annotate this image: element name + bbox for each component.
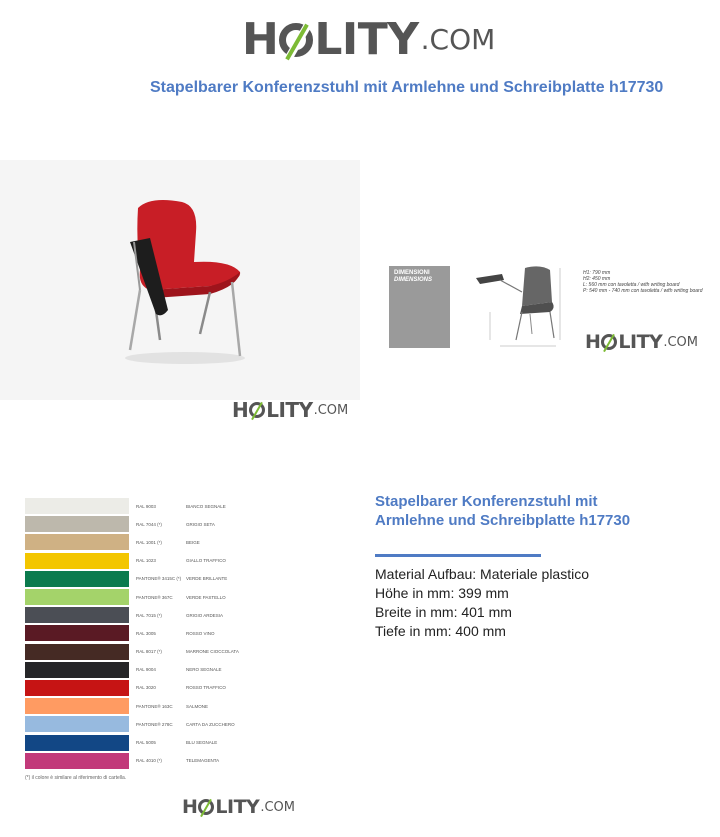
swatch-footnote: (*) il colore è similare al riferimento di cartella. (25, 775, 127, 781)
dimension-note: H1: 790 mm (583, 270, 611, 276)
color-swatch (25, 498, 129, 514)
color-swatch (25, 716, 129, 732)
color-swatch (25, 644, 129, 660)
dimension-note: P: 540 mm - 740 mm con tavoletta / with writing board (583, 288, 703, 294)
logo-o-icon (601, 334, 617, 350)
color-code: RAL 9003 (136, 503, 156, 509)
logo-letters: LITY (314, 14, 419, 65)
color-swatch-row[interactable] (25, 588, 239, 606)
color-swatch-row[interactable] (25, 552, 239, 570)
color-name: SALMONE (186, 703, 209, 709)
logo-letters: LITY (215, 796, 260, 818)
color-swatch (25, 698, 129, 714)
color-name: GRIGIO ARDESIA (186, 612, 224, 618)
spec-height: Höhe in mm: 399 mm (375, 585, 509, 601)
holity-logo-swatches (182, 796, 295, 818)
color-name: GRIGIO SETA (186, 521, 215, 527)
color-swatch-row[interactable] (25, 533, 239, 551)
color-code: RAL 7044 (*) (136, 521, 162, 527)
color-name: CARTA DA ZUCCHERO (186, 721, 235, 727)
dimension-note: L: 560 mm con tavoletta / with writing board (583, 282, 680, 288)
color-code: RAL 3020 (136, 685, 156, 691)
logo-o-icon (198, 799, 214, 815)
dimensions-label-it: DIMENSIONI (394, 270, 430, 276)
title-underline (375, 554, 541, 557)
logo-o-icon (249, 402, 265, 418)
color-code: PANTONE® 278C (136, 721, 173, 727)
red-chair-image (110, 190, 260, 370)
logo-o-icon (279, 23, 313, 57)
color-name: GIALLO TRAFFICO (186, 558, 226, 564)
logo-letter-h: H (232, 398, 249, 422)
color-code: PANTONE® 163C (136, 703, 173, 709)
color-name: NERO SEGNALE (186, 667, 222, 673)
dimension-note: H2: 450 mm (583, 276, 611, 282)
color-code: RAL 7015 (*) (136, 612, 162, 618)
logo-letters: LITY (618, 331, 663, 353)
color-name: VERDE PASTELLO (186, 594, 226, 600)
color-code: RAL 8017 (*) (136, 649, 162, 655)
color-swatch-row[interactable] (25, 697, 239, 715)
color-swatch-chart[interactable] (25, 497, 239, 770)
holity-logo-dimensions (585, 331, 698, 353)
page-title: Stapelbarer Konferenzstuhl mit Armlehne und Schreibplatte h17730 (150, 79, 664, 96)
color-swatch (25, 680, 129, 696)
color-swatch (25, 553, 129, 569)
logo-suffix: .COM (420, 23, 496, 56)
color-swatch-row[interactable] (25, 606, 239, 624)
color-swatch-row[interactable] (25, 752, 239, 770)
color-swatch-row[interactable] (25, 643, 239, 661)
holity-logo-photo (232, 398, 348, 422)
color-name: BEIGE (186, 539, 200, 545)
color-swatch (25, 607, 129, 623)
logo-letter-h: H (182, 796, 198, 818)
color-code: PANTONE® 3415C (*) (136, 576, 182, 582)
color-swatch (25, 662, 129, 678)
color-swatch-row[interactable] (25, 515, 239, 533)
color-name: VERDE BRILLANTE (186, 576, 228, 582)
color-swatch-row[interactable] (25, 733, 239, 751)
logo-suffix: .COM (260, 799, 295, 815)
color-code: RAL 3005 (136, 630, 156, 636)
product-title: Stapelbarer Konferenzstuhl mit Armlehne und Schreibplatte h17730 (375, 493, 631, 529)
color-swatch-row[interactable] (25, 679, 239, 697)
color-swatch (25, 516, 129, 532)
logo-suffix: .COM (663, 334, 698, 350)
color-code: RAL 4010 (*) (136, 758, 162, 764)
color-swatch (25, 534, 129, 550)
color-code: PANTONE® 367C (136, 594, 173, 600)
color-name: BIANCO SEGNALE (186, 503, 226, 509)
logo-letter-h: H (585, 331, 601, 353)
color-swatch-row[interactable] (25, 715, 239, 733)
color-swatch-row[interactable] (25, 661, 239, 679)
color-code: RAL 1001 (*) (136, 539, 162, 545)
spec-width: Breite in mm: 401 mm (375, 604, 512, 620)
color-swatch (25, 625, 129, 641)
color-swatch-row[interactable] (25, 624, 239, 642)
dimension-notes (583, 270, 703, 294)
holity-logo[interactable] (242, 14, 495, 65)
color-swatch (25, 589, 129, 605)
dimensions-box[interactable] (389, 266, 450, 348)
color-code: RAL 1023 (136, 558, 156, 564)
color-code: RAL 9004 (136, 667, 156, 673)
dimension-chair-drawing (470, 262, 570, 352)
dimensions-label-en: DIMENSIONS (394, 277, 433, 283)
logo-letter-h: H (242, 14, 279, 65)
color-name: ROSSO TRAFFICO (186, 685, 226, 691)
color-swatch-row[interactable] (25, 570, 239, 588)
color-swatch (25, 571, 129, 587)
color-swatch (25, 753, 129, 769)
color-swatch-row[interactable] (25, 497, 239, 515)
color-name: BLU SEGNALE (186, 740, 218, 746)
logo-letters: LITY (266, 398, 313, 422)
color-swatch (25, 735, 129, 751)
spec-depth: Tiefe in mm: 400 mm (375, 623, 506, 639)
logo-suffix: .COM (313, 402, 349, 418)
color-name: TELEMAGENTA (186, 758, 220, 764)
color-code: RAL 5005 (136, 740, 156, 746)
color-name: MARRONE CIOCCOLATA (186, 649, 239, 655)
spec-material: Material Aufbau: Materiale plastico (375, 566, 589, 582)
product-specs (375, 565, 589, 641)
color-name: ROSSO VINO (186, 630, 215, 636)
